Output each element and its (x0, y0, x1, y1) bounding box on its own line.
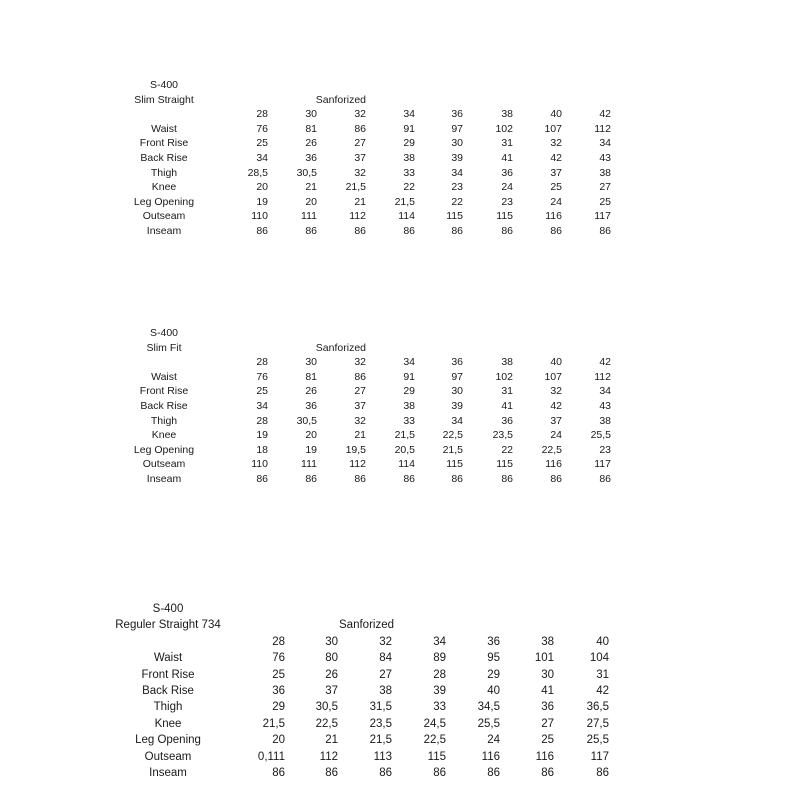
table-cell: 21 (305, 181, 317, 194)
table-cell: 30,5 (296, 166, 317, 179)
table-cell: 39 (451, 152, 463, 164)
table-model-name: Reguler Straight 734 (115, 619, 221, 632)
table-cell: 27 (541, 717, 554, 730)
table-cell: 30 (451, 137, 463, 150)
table-cell: 19 (256, 429, 268, 442)
size-header-38: 38 (541, 635, 554, 648)
table-cell: 86 (305, 225, 317, 237)
table-cell: 34 (256, 152, 268, 164)
table-cell: 107 (544, 370, 562, 383)
table-cell: 114 (398, 458, 415, 471)
table-cell: 25 (256, 137, 268, 150)
table-cell: 20 (256, 181, 268, 194)
table-cell: 27,5 (586, 717, 609, 730)
table-cell: 36,5 (586, 701, 609, 714)
table-cell: 117 (594, 210, 611, 223)
table-cell: 25,5 (586, 734, 609, 747)
size-header-30: 30 (325, 635, 338, 648)
size-header-34: 34 (403, 108, 415, 121)
table-cell: 31 (501, 385, 513, 398)
table-cell: 86 (256, 225, 268, 237)
row-label: Back Rise (142, 685, 194, 697)
table-cell: 27 (599, 181, 611, 194)
table-cell: 86 (487, 767, 500, 779)
table-cell: 86 (451, 225, 463, 237)
table-cell: 27 (379, 668, 392, 681)
table-cell: 27 (354, 137, 366, 150)
size-header-36: 36 (451, 356, 463, 369)
size-header-32: 32 (379, 635, 392, 648)
table-cell: 33 (403, 414, 415, 427)
row-label: Leg Opening (133, 443, 195, 456)
table-cell: 21,5 (262, 717, 285, 730)
table-cell: 20 (305, 195, 317, 208)
table-cell: 26 (325, 668, 338, 681)
table-cell: 117 (590, 750, 609, 763)
table-cell: 38 (403, 152, 415, 164)
size-header-40: 40 (550, 356, 562, 369)
table-cell: 22,5 (442, 429, 463, 442)
row-label: Leg Opening (133, 195, 195, 208)
table-cell: 36 (305, 152, 317, 164)
table-cell: 43 (599, 152, 611, 164)
table-cell: 24 (501, 181, 513, 194)
size-header-32: 32 (354, 108, 366, 121)
table-cell: 36 (501, 166, 513, 179)
table-cell: 18 (256, 443, 268, 456)
table-cell: 30,5 (315, 701, 338, 714)
table-cell: 25,5 (590, 429, 611, 442)
row-label: Waist (151, 370, 177, 383)
table-cell: 32 (550, 137, 562, 150)
size-header-32: 32 (354, 356, 366, 369)
table-cell: 86 (550, 473, 562, 485)
table-cell: 86 (403, 473, 415, 485)
table-cell: 37 (550, 166, 562, 179)
table-cell: 89 (433, 652, 446, 665)
table-cell: 22 (451, 195, 463, 208)
table-cell: 33 (433, 701, 446, 714)
table-model-name: Slim Straight (134, 93, 194, 106)
table-cell: 76 (256, 370, 268, 383)
table-cell: 31 (501, 137, 513, 150)
table-cell: 24 (550, 195, 562, 208)
table-cell: 25 (550, 181, 562, 194)
table-cell: 36 (501, 414, 513, 427)
row-label: Inseam (146, 225, 182, 237)
table-cell: 37 (325, 685, 338, 697)
table-cell: 43 (599, 400, 611, 412)
table-cell: 21 (354, 195, 366, 208)
table-cell: 20 (272, 734, 285, 747)
table-cell: 91 (403, 370, 415, 383)
size-header-30: 30 (305, 356, 317, 369)
table-cell: 115 (446, 458, 463, 471)
size-header-34: 34 (433, 635, 446, 648)
size-header-42: 42 (599, 108, 611, 121)
table-cell: 22,5 (541, 443, 562, 456)
table-cell: 34 (599, 385, 611, 398)
table-cell: 20 (305, 429, 317, 442)
table-cell: 19 (305, 443, 317, 456)
table-cell: 42 (550, 152, 562, 164)
table-cell: 115 (496, 210, 513, 223)
table-cell: 86 (354, 225, 366, 237)
table-model-name: Slim Fit (146, 341, 182, 354)
table-cell: 86 (501, 473, 513, 485)
table-cell: 114 (398, 210, 415, 223)
table-cell: 110 (251, 210, 268, 223)
size-header-28: 28 (256, 108, 268, 121)
table-cell: 102 (495, 122, 513, 135)
table-cell: 24 (487, 734, 500, 747)
table-cell: 115 (496, 458, 513, 471)
table-cell: 115 (427, 750, 446, 763)
row-label: Front Rise (139, 137, 189, 150)
table-cell: 26 (305, 137, 317, 150)
table-cell: 37 (354, 152, 366, 164)
table-cell: 86 (256, 473, 268, 485)
size-header-40: 40 (596, 635, 609, 648)
row-label: Back Rise (140, 152, 188, 164)
table-cell: 24 (550, 429, 562, 442)
table-cell: 34 (451, 166, 463, 179)
table-cell: 32 (550, 385, 562, 398)
table-cell: 81 (305, 370, 317, 383)
size-header-36: 36 (487, 635, 500, 648)
table-cell: 42 (550, 400, 562, 412)
table-cell: 39 (451, 400, 463, 412)
table-cell: 29 (272, 701, 285, 714)
table-cell: 36 (272, 685, 285, 697)
table-cell: 28,5 (247, 166, 268, 179)
table-cell: 42 (596, 685, 609, 697)
row-label: Outseam (142, 458, 186, 471)
table-cell: 38 (403, 400, 415, 412)
table-cell: 86 (354, 370, 366, 383)
table-cell: 112 (319, 750, 338, 763)
table-cell: 116 (481, 750, 500, 763)
table-cell: 25,5 (477, 717, 500, 730)
table-cell: 112 (594, 122, 611, 135)
table-cell: 40 (487, 685, 500, 697)
table-cell: 39 (433, 685, 446, 697)
table-cell: 36 (305, 400, 317, 412)
table-cell: 86 (433, 767, 446, 779)
row-label: Thigh (150, 166, 178, 179)
table-cell: 86 (305, 473, 317, 485)
table-cell: 25 (272, 668, 285, 681)
table-cell: 86 (599, 225, 611, 237)
table-cell: 21,5 (345, 181, 366, 194)
table-cell: 86 (599, 473, 611, 485)
table-cell: 107 (544, 122, 562, 135)
size-header-28: 28 (256, 356, 268, 369)
table-cell: 29 (403, 385, 415, 398)
table-cell: 34 (599, 137, 611, 150)
table-cell: 22 (501, 443, 513, 456)
table-cell: 34,5 (477, 701, 500, 714)
row-label: Outseam (142, 210, 186, 223)
row-label: Thigh (150, 414, 178, 427)
table-cell: 21,5 (394, 195, 415, 208)
row-label: Outseam (144, 750, 192, 763)
table-cell: 33 (403, 166, 415, 179)
table-cell: 112 (594, 370, 611, 383)
table-cell: 25 (599, 195, 611, 208)
row-label: Waist (151, 122, 177, 135)
table-cell: 21,5 (369, 734, 392, 747)
table-cell: 30 (541, 668, 554, 681)
table-cell: 23 (501, 195, 513, 208)
row-label: Inseam (146, 473, 182, 485)
table-cell: 76 (272, 652, 285, 665)
table-cell: 29 (403, 137, 415, 150)
size-header-38: 38 (501, 108, 513, 121)
table-cell: 22,5 (315, 717, 338, 730)
row-label: Thigh (153, 701, 183, 714)
table-code: S-400 (149, 79, 179, 91)
table-cell: 21,5 (394, 429, 415, 442)
table-cell: 29 (487, 668, 500, 681)
table-cell: 111 (301, 458, 317, 471)
table-cell: 86 (354, 473, 366, 485)
table-cell: 28 (256, 414, 268, 427)
table-cell: 102 (495, 370, 513, 383)
table-cell: 30 (451, 385, 463, 398)
table-cell: 41 (541, 685, 554, 697)
table-cell: 41 (501, 400, 513, 412)
row-label: Knee (154, 717, 182, 730)
table-cell: 36 (541, 701, 554, 714)
table-cell: 86 (354, 122, 366, 135)
size-header-28: 28 (272, 635, 285, 648)
table-cell: 21,5 (442, 443, 463, 456)
table-cell: 112 (349, 458, 366, 471)
row-label: Knee (151, 429, 177, 442)
table-cell: 115 (446, 210, 463, 223)
table-cell: 101 (534, 652, 554, 665)
row-label: Back Rise (140, 400, 188, 412)
row-label: Leg Opening (135, 734, 201, 747)
table-cell: 23 (451, 181, 463, 194)
row-label: Front Rise (139, 385, 189, 398)
table-cell: 86 (451, 473, 463, 485)
table-cell: 97 (451, 370, 463, 383)
table-cell: 37 (550, 414, 562, 427)
table-cell: 38 (599, 414, 611, 427)
table-cell: 86 (403, 225, 415, 237)
table-cell: 38 (599, 166, 611, 179)
table-cell: 32 (354, 166, 366, 179)
table-cell: 41 (501, 152, 513, 164)
table-cell: 21 (354, 429, 366, 442)
table-cell: 84 (379, 652, 392, 665)
size-header-34: 34 (403, 356, 415, 369)
table-cell: 32 (354, 414, 366, 427)
size-header-38: 38 (501, 356, 513, 369)
sanforized-note: Sanforized (315, 93, 366, 106)
table-code: S-400 (152, 603, 184, 615)
table-cell: 31 (596, 668, 609, 681)
size-header-30: 30 (305, 108, 317, 121)
table-cell: 86 (379, 767, 392, 779)
table-cell: 30,5 (296, 414, 317, 427)
table-cell: 113 (373, 750, 392, 763)
table-cell: 27 (354, 385, 366, 398)
table-cell: 0,111 (257, 750, 285, 763)
table-cell: 23 (599, 443, 611, 456)
row-label: Knee (151, 181, 177, 194)
row-label: Waist (153, 652, 183, 665)
table-cell: 20,5 (394, 443, 415, 456)
size-header-36: 36 (451, 108, 463, 121)
table-cell: 86 (325, 767, 338, 779)
table-cell: 86 (541, 767, 554, 779)
table-cell: 19 (256, 195, 268, 208)
table-cell: 28 (433, 668, 446, 681)
table-cell: 25 (256, 385, 268, 398)
table-cell: 117 (594, 458, 611, 471)
table-cell: 19,5 (345, 443, 366, 456)
table-cell: 116 (545, 210, 562, 223)
table-cell: 116 (545, 458, 562, 471)
table-cell: 111 (301, 210, 317, 223)
sanforized-note: Sanforized (339, 619, 394, 632)
table-cell: 81 (305, 122, 317, 135)
table-cell: 95 (487, 652, 500, 665)
table-cell: 22 (403, 181, 415, 194)
table-cell: 37 (354, 400, 366, 412)
table-cell: 31,5 (369, 701, 392, 714)
table-cell: 91 (403, 122, 415, 135)
table-cell: 23,5 (492, 429, 513, 442)
table-cell: 38 (379, 685, 392, 697)
table-cell: 97 (451, 122, 463, 135)
table-code: S-400 (149, 327, 179, 339)
size-header-40: 40 (550, 108, 562, 121)
table-cell: 116 (535, 750, 554, 763)
sanforized-note: Sanforized (315, 341, 366, 354)
table-cell: 76 (256, 122, 268, 135)
table-cell: 86 (596, 767, 609, 779)
table-cell: 104 (589, 652, 609, 665)
table-cell: 86 (272, 767, 285, 779)
table-cell: 25 (541, 734, 554, 747)
table-cell: 26 (305, 385, 317, 398)
row-label: Front Rise (141, 668, 195, 681)
table-cell: 112 (349, 210, 366, 223)
table-cell: 24,5 (423, 717, 446, 730)
table-cell: 34 (451, 414, 463, 427)
table-cell: 86 (550, 225, 562, 237)
table-cell: 80 (325, 652, 338, 665)
table-cell: 23,5 (369, 717, 392, 730)
table-cell: 21 (325, 734, 338, 747)
table-cell: 22,5 (423, 734, 446, 747)
table-cell: 34 (256, 400, 268, 412)
size-header-42: 42 (599, 356, 611, 369)
table-cell: 86 (501, 225, 513, 237)
row-label: Inseam (149, 767, 187, 779)
table-cell: 110 (251, 458, 268, 471)
